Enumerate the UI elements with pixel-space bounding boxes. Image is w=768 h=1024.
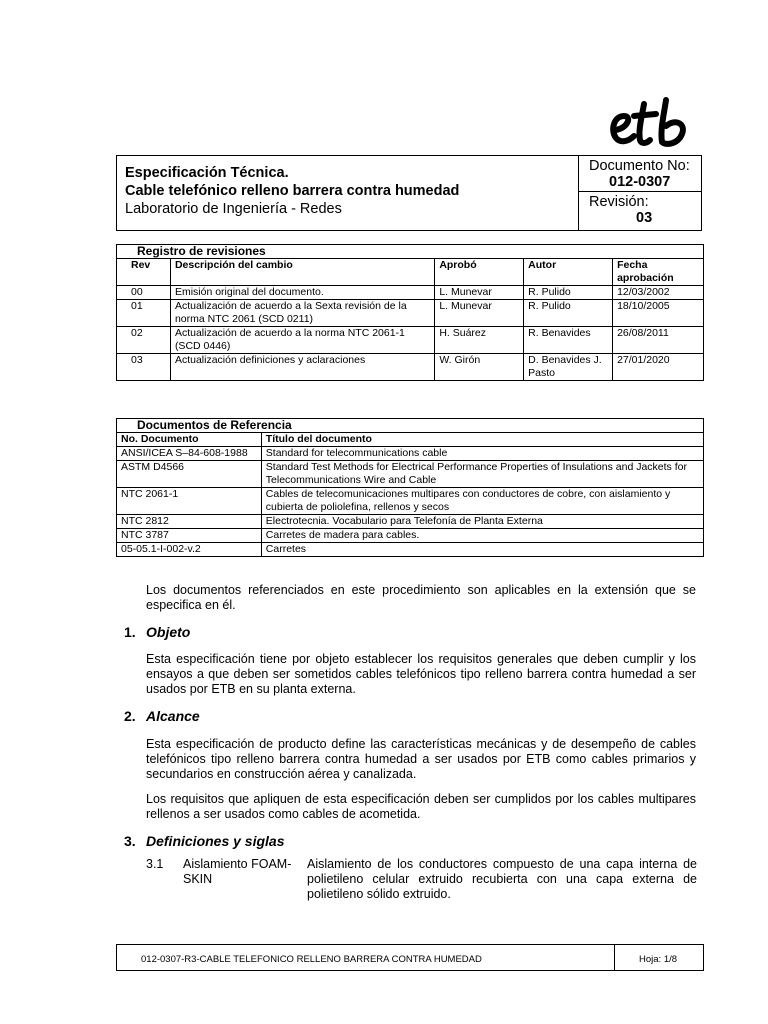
alcance-paragraph-1: Esta especificación de producto define las características mecánicas y de desempeño de cables telefónicos tipo relleno barrera contra humedad a ser usados por ETB como cables primarios y secundarios en construcción aérea y canalizada. xyxy=(146,737,696,781)
revision-row xyxy=(117,286,704,300)
revision-cell-description: Actualización definiciones y aclaraciones xyxy=(170,354,434,381)
revision-cell-date: 12/03/2002 xyxy=(613,286,704,300)
revision-cell-rev: 01 xyxy=(117,300,171,327)
revision-cell-author: D. Benavides J. Pasto xyxy=(524,354,613,381)
reference-doc-title: Standard for telecommunications cable xyxy=(261,447,703,461)
reference-doc-title: Cables de telecomunicaciones multipares con conductores de cobre, con aislamiento y cubierta de poliolefina, rellenos y secos xyxy=(261,488,703,515)
revision-cell-approved: L. Munevar xyxy=(435,286,524,300)
etb-logo xyxy=(608,96,692,152)
reference-doc-title: Carretes xyxy=(261,543,703,557)
definition-text: Aislamiento de los conductores compuesto de una capa interna de polietileno celular extruido recubierta con una capa externa de polietileno sólido extruido. xyxy=(307,857,697,901)
document-number: 012-0307 xyxy=(609,174,671,190)
revision-cell-date: 26/08/2011 xyxy=(613,327,704,354)
reference-row xyxy=(117,543,704,557)
col-header-description: Descripción del cambio xyxy=(170,259,434,286)
header-meta-block xyxy=(579,156,701,230)
revision-row xyxy=(117,354,704,381)
section-heading-objeto xyxy=(124,624,190,640)
section-title: Alcance xyxy=(146,708,200,724)
revision-cell-approved: W. Girón xyxy=(435,354,524,381)
reference-doc-number: NTC 2812 xyxy=(117,515,262,529)
revision-cell-description: Actualización de acuerdo a la Sexta revisión de la norma NTC 2061 (SCD 0211) xyxy=(170,300,434,327)
reference-documents-table xyxy=(116,418,704,557)
header-title-block xyxy=(117,156,579,230)
reference-table-caption: Documentos de Referencia xyxy=(117,419,704,433)
revision-cell-author: R. Benavides xyxy=(524,327,613,354)
revision-cell-rev: 03 xyxy=(117,354,171,381)
revision-cell-approved: L. Munevar xyxy=(435,300,524,327)
document-header xyxy=(116,155,702,231)
revision-cell-author: R. Pulido xyxy=(524,300,613,327)
reference-row xyxy=(117,447,704,461)
col-header-doc-no: No. Documento xyxy=(117,433,262,447)
definition-term: Aislamiento FOAM-SKIN xyxy=(183,857,292,886)
section-title: Objeto xyxy=(146,624,191,640)
revision-cell xyxy=(579,192,701,226)
spec-title: Especificación Técnica. xyxy=(125,165,289,181)
section-number: 1. xyxy=(124,624,136,640)
reference-row xyxy=(117,515,704,529)
reference-row xyxy=(117,461,704,488)
section-number: 3. xyxy=(124,833,136,849)
footer-document-reference: 012-0307-R3-CABLE TELEFONICO RELLENO BARRERA CONTRA HUMEDAD xyxy=(141,954,482,965)
revision-label: Revisión: xyxy=(589,194,649,210)
reference-doc-number: 05-05.1-I-002-v.2 xyxy=(117,543,262,557)
revision-row xyxy=(117,327,704,354)
revision-cell-author: R. Pulido xyxy=(524,286,613,300)
section-title: Definiciones y siglas xyxy=(146,833,285,849)
revision-row xyxy=(117,300,704,327)
col-header-author: Autor xyxy=(524,259,613,286)
section-heading-alcance xyxy=(124,708,200,724)
col-header-date: Fecha aprobación xyxy=(613,259,704,286)
references-note: Los documentos referenciados en este procedimiento son aplicables en la extensión que se especifica en él. xyxy=(146,583,696,612)
revision-cell-date: 27/01/2020 xyxy=(613,354,704,381)
document-number-cell xyxy=(579,156,701,192)
revision-cell-rev: 02 xyxy=(117,327,171,354)
page-footer xyxy=(116,944,704,971)
revision-cell-date: 18/10/2005 xyxy=(613,300,704,327)
reference-doc-number: NTC 3787 xyxy=(117,529,262,543)
revision-number: 03 xyxy=(636,210,653,226)
reference-doc-title: Standard Test Methods for Electrical Performance Properties of Insulations and Jackets for Telecommunications Wire and Cable xyxy=(261,461,703,488)
revision-cell-rev: 00 xyxy=(117,286,171,300)
reference-doc-title: Carretes de madera para cables. xyxy=(261,529,703,543)
reference-doc-title: Electrotecnia. Vocabulario para Telefonía de Planta Externa xyxy=(261,515,703,529)
revision-cell-description: Actualización de acuerdo a la norma NTC 2061-1 (SCD 0446) xyxy=(170,327,434,354)
section-number: 2. xyxy=(124,708,136,724)
revision-table-caption: Registro de revisiones xyxy=(117,245,704,259)
cable-title: Cable telefónico relleno barrera contra humedad xyxy=(125,183,460,199)
revision-cell-approved: H. Suárez xyxy=(435,327,524,354)
reference-doc-number: ANSI/ICEA S–84-608-1988 xyxy=(117,447,262,461)
document-number-label: Documento No: xyxy=(589,158,690,174)
col-header-approved: Aprobó xyxy=(435,259,524,286)
revision-rows xyxy=(117,286,704,381)
section-heading-definiciones xyxy=(124,833,285,849)
objeto-paragraph: Esta especificación tiene por objeto establecer los requisitos generales que deben cumplir y los ensayos a que deben ser sometidos cables telefónicos tipo relleno barrera contra humedad a ser usados por ETB en su planta externa. xyxy=(146,652,696,696)
reference-doc-number: NTC 2061-1 xyxy=(117,488,262,515)
lab-subtitle: Laboratorio de Ingeniería - Redes xyxy=(125,201,342,217)
col-header-rev: Rev xyxy=(117,259,171,286)
col-header-doc-title: Título del documento xyxy=(261,433,703,447)
reference-doc-number: ASTM D4566 xyxy=(117,461,262,488)
reference-rows xyxy=(117,447,704,557)
reference-row xyxy=(117,529,704,543)
definition-number: 3.1 xyxy=(146,857,164,871)
reference-row xyxy=(117,488,704,515)
revision-cell-description: Emisión original del documento. xyxy=(170,286,434,300)
footer-page-number: Hoja: 1/8 xyxy=(614,945,703,970)
revision-history-table xyxy=(116,244,704,381)
alcance-paragraph-2: Los requisitos que apliquen de esta especificación deben ser cumplidos por los cables multipares rellenos a ser usados como cables de acometida. xyxy=(146,792,696,821)
